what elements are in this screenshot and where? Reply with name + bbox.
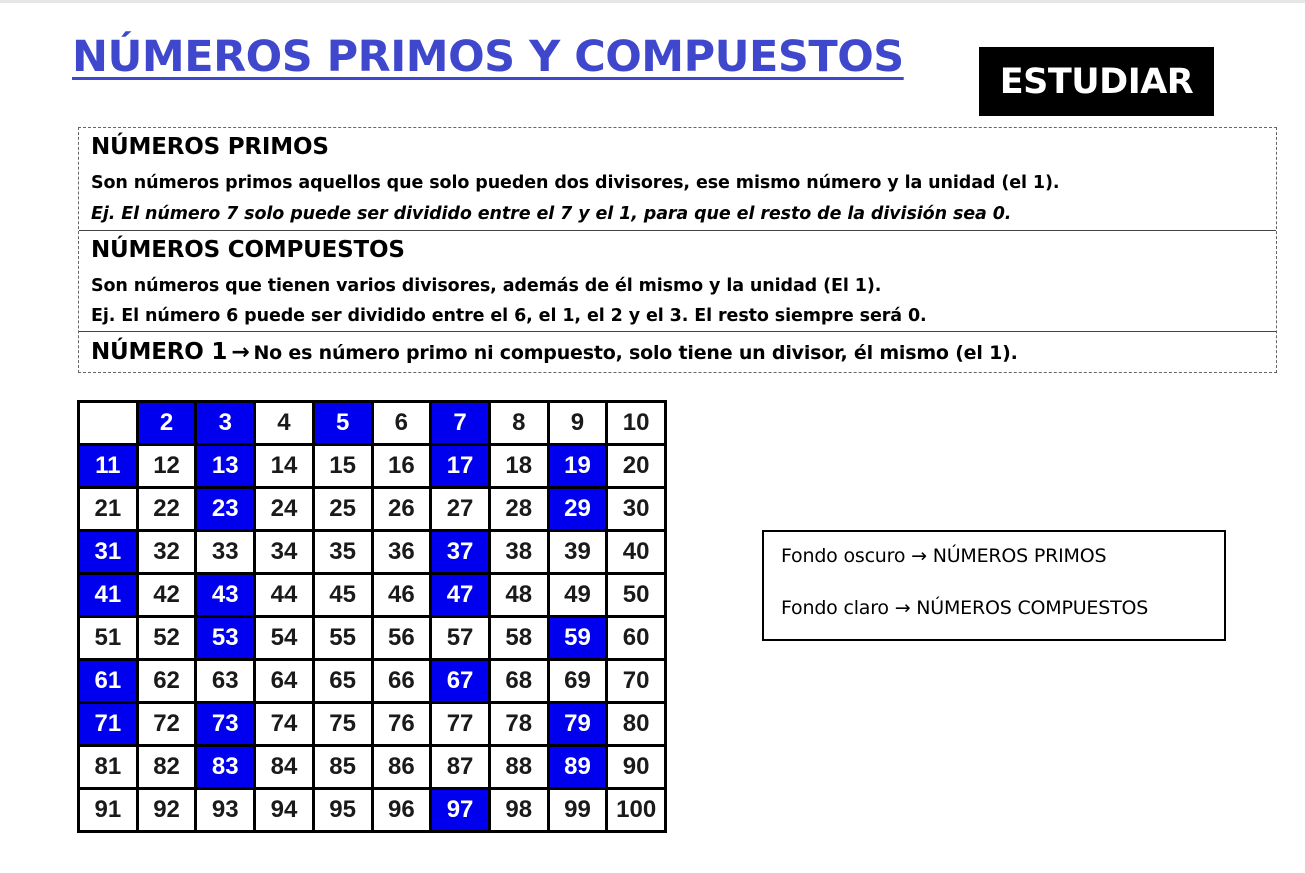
grid-cell: 10 [608,403,664,443]
grid-cell: 34 [256,532,312,572]
grid-cell: 83 [197,747,253,787]
grid-cell: 88 [491,747,547,787]
grid-cell: 20 [608,446,664,486]
composite-definition [79,231,1276,332]
color-legend [762,530,1226,641]
grid-cell: 62 [139,661,195,701]
grid-cell: 37 [432,532,488,572]
number-grid [77,400,667,833]
grid-cell: 6 [374,403,430,443]
legend-dark [781,545,1106,567]
grid-cell: 15 [315,446,371,486]
grid-cell: 90 [608,747,664,787]
grid-cell: 69 [550,661,606,701]
grid-cell: 31 [80,532,136,572]
grid-cell: 92 [139,790,195,830]
legend-light [781,597,1148,619]
grid-cell: 79 [550,704,606,744]
grid-cell: 60 [608,618,664,658]
grid-cell: 36 [374,532,430,572]
grid-cell-empty [80,403,136,443]
arrow-right-icon: → [231,340,250,365]
grid-cell: 65 [315,661,371,701]
definitions-box [78,127,1277,373]
grid-cell: 16 [374,446,430,486]
grid-cell: 35 [315,532,371,572]
composite-heading: NÚMEROS COMPUESTOS [91,237,405,263]
grid-cell: 43 [197,575,253,615]
grid-cell: 42 [139,575,195,615]
grid-cell: 80 [608,704,664,744]
grid-cell: 89 [550,747,606,787]
grid-cell: 54 [256,618,312,658]
number-one-heading: NÚMERO 1 [91,339,228,365]
grid-cell: 73 [197,704,253,744]
grid-cell: 26 [374,489,430,529]
grid-cell: 96 [374,790,430,830]
grid-cell: 78 [491,704,547,744]
top-divider [0,0,1305,3]
grid-cell: 87 [432,747,488,787]
legend-dark-label: Fondo oscuro [781,545,906,567]
grid-cell: 8 [491,403,547,443]
grid-cell: 75 [315,704,371,744]
grid-cell: 22 [139,489,195,529]
grid-cell: 70 [608,661,664,701]
grid-cell: 84 [256,747,312,787]
grid-cell: 66 [374,661,430,701]
grid-cell: 47 [432,575,488,615]
grid-cell: 7 [432,403,488,443]
grid-cell: 93 [197,790,253,830]
study-button[interactable]: ESTUDIAR [979,47,1214,116]
grid-cell: 72 [139,704,195,744]
grid-cell: 67 [432,661,488,701]
grid-cell: 50 [608,575,664,615]
grid-cell: 27 [432,489,488,529]
grid-cell: 91 [80,790,136,830]
grid-cell: 68 [491,661,547,701]
grid-cell: 23 [197,489,253,529]
grid-cell: 82 [139,747,195,787]
prime-example: Ej. El número 7 solo puede ser dividido entre el 7 y el 1, para que el resto de la división sea 0. [91,204,1012,224]
grid-cell: 18 [491,446,547,486]
number-one-description: No es número primo ni compuesto, solo tiene un divisor, él mismo (el 1). [253,342,1018,364]
grid-cell: 64 [256,661,312,701]
legend-light-label: Fondo claro [781,597,889,619]
composite-description: Son números que tienen varios divisores, además de él mismo y la unidad (El 1). [91,276,882,296]
grid-cell: 3 [197,403,253,443]
grid-cell: 53 [197,618,253,658]
grid-cell: 13 [197,446,253,486]
grid-cell: 57 [432,618,488,658]
grid-cell: 63 [197,661,253,701]
grid-cell: 94 [256,790,312,830]
grid-cell: 56 [374,618,430,658]
legend-dark-meaning: NÚMEROS PRIMOS [932,545,1107,567]
grid-cell: 30 [608,489,664,529]
grid-cell: 40 [608,532,664,572]
grid-cell: 4 [256,403,312,443]
grid-cell: 38 [491,532,547,572]
grid-cell: 98 [491,790,547,830]
grid-cell: 58 [491,618,547,658]
grid-cell: 12 [139,446,195,486]
grid-cell: 5 [315,403,371,443]
grid-cell: 48 [491,575,547,615]
grid-cell: 19 [550,446,606,486]
grid-cell: 51 [80,618,136,658]
grid-cell: 11 [80,446,136,486]
grid-cell: 14 [256,446,312,486]
grid-cell: 45 [315,575,371,615]
grid-cell: 74 [256,704,312,744]
grid-cell: 85 [315,747,371,787]
grid-cell: 59 [550,618,606,658]
number-one-definition [79,332,1276,373]
grid-cell: 25 [315,489,371,529]
grid-cell: 81 [80,747,136,787]
arrow-right-icon: → [911,545,927,567]
grid-cell: 29 [550,489,606,529]
grid-cell: 71 [80,704,136,744]
grid-cell: 21 [80,489,136,529]
grid-cell: 41 [80,575,136,615]
grid-cell: 44 [256,575,312,615]
grid-cell: 61 [80,661,136,701]
grid-cell: 17 [432,446,488,486]
composite-example: Ej. El número 6 puede ser dividido entre el 6, el 1, el 2 y el 3. El resto siempre será 0. [91,306,927,326]
legend-light-meaning: NÚMEROS COMPUESTOS [916,597,1149,619]
prime-description: Son números primos aquellos que solo pueden dos divisores, ese mismo número y la unidad (el 1). [91,173,1060,193]
grid-cell: 32 [139,532,195,572]
prime-heading: NÚMEROS PRIMOS [91,134,329,160]
grid-cell: 9 [550,403,606,443]
grid-cell: 24 [256,489,312,529]
arrow-right-icon: → [894,597,911,619]
grid-cell: 77 [432,704,488,744]
grid-cell: 76 [374,704,430,744]
grid-cell: 52 [139,618,195,658]
grid-cell: 99 [550,790,606,830]
grid-cell: 28 [491,489,547,529]
grid-cell: 39 [550,532,606,572]
grid-cell: 46 [374,575,430,615]
prime-definition [79,128,1276,231]
number-one-row [91,339,1018,365]
grid-cell: 100 [608,790,664,830]
page-title: NÚMEROS PRIMOS Y COMPUESTOS [72,32,904,82]
grid-cell: 95 [315,790,371,830]
grid-cell: 49 [550,575,606,615]
grid-cell: 86 [374,747,430,787]
grid-cell: 97 [432,790,488,830]
grid-cell: 33 [197,532,253,572]
grid-cell: 2 [139,403,195,443]
grid-cell: 55 [315,618,371,658]
